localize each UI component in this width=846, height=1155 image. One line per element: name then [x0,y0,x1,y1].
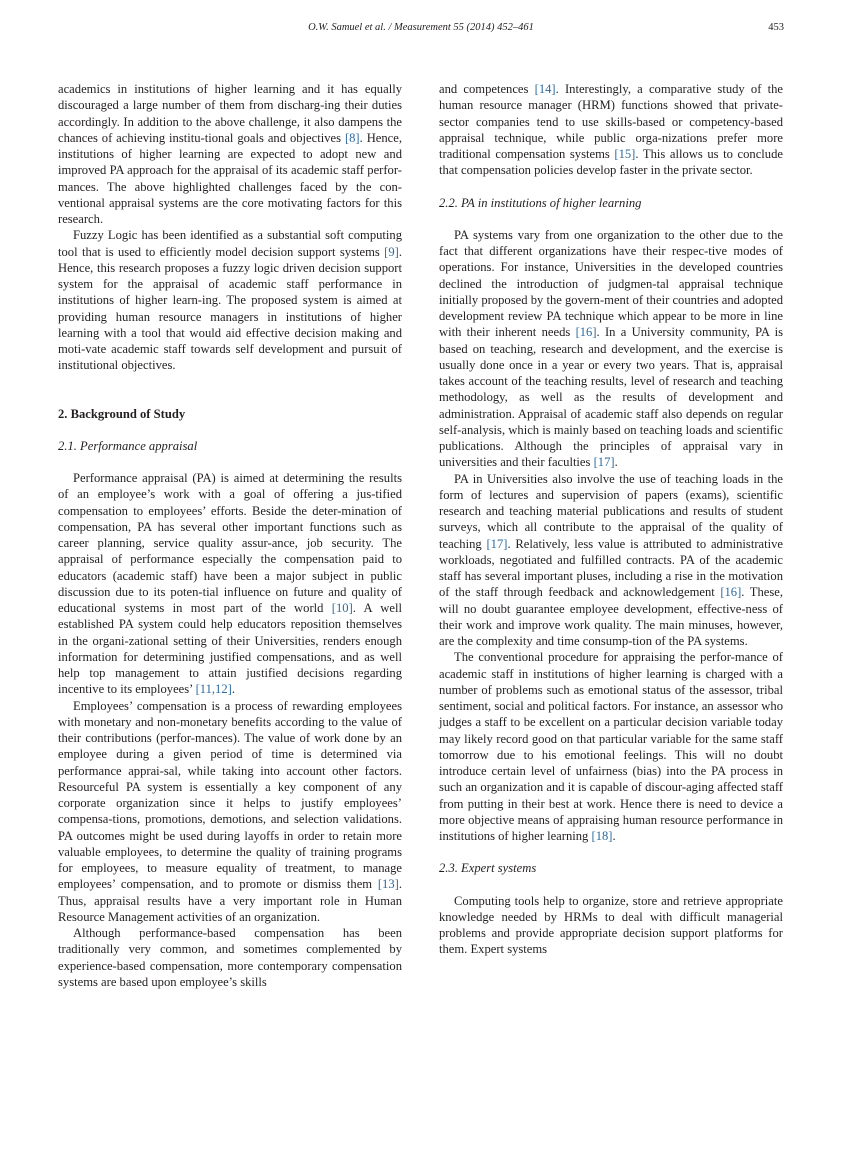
paragraph: Computing tools help to organize, store and retrieve appropriate knowledge needed by HRMs to deal with difficult managerial problems and provide appropriate decision support platforms for them. Expert systems [439,893,783,957]
paragraph: and competences [14]. Interestingly, a comparative study of the human resource manager (HRM) functions showed that private-sector companies tend to use skills-based or competency-based appraisal technique, while public orga-nizations prefer more traditional compensation systems [15]. This allows us to conclude that compensation policies develop faster in the private sector. [439,82,784,178]
section-heading: 2. Background of Study [58,406,186,421]
page-number: 453 [768,22,784,33]
citation-link[interactable]: [17] [486,536,508,551]
right-column [439,81,783,958]
running-title: O.W. Samuel et al. / Measurement 55 (2014) 452–461 [308,22,534,33]
citation-link[interactable]: [18] [591,829,613,843]
paragraph: Although performance-based compensation has been traditionally very common, and sometimes complemented by experience-based compensation, more contemporary compensation systems are based upon employee’s skills [58,926,402,989]
citation-link[interactable]: [17] [593,455,615,470]
citation-link[interactable]: [8] [344,130,360,145]
paragraph: The conventional procedure for appraising the perfor-mance of academic staff in institutions of higher learning is charged with a number of problems such as emotional status of the assessor, tribal sentiment, social and political factors. For instance, an assessor who judges a staff to be excellent on a particular decision variable today may likely record good on that particular variable for the same staff tomorrow due to his emotional feelings. This will no doubt introduce certain level of unfairness (bias) into the PA process in such an organization and it is capable of discour-aging affected staff from putting in their best at work. Hence there is need to device a more objective means of appraising human resource performance in institutions of higher learning [18]. [439,650,783,843]
citation-link[interactable]: [10] [331,601,353,615]
paragraph: academics in institutions of higher learning and it has equally discouraged a large number of them from discharg-ing their duties accordingly. In addition to the above challenge, it also dampens the chances of achieving institu-tional goals and objectives [8]. Hence, institutions of higher learning are expected to adopt new and improved PA approach for the appraisal of its academic staff perfor-mances. The above highlighted challenges faced by the con-ventional appraisal systems are the core motivating factors for this research. [58,82,403,226]
subsection-heading: 2.2. PA in institutions of higher learning [439,195,642,210]
paragraph: Fuzzy Logic has been identified as a substantial soft computing tool that is used to efficiently model decision support systems [9]. Hence, this research proposes a fuzzy logic driven decision support system for the appraisal of academic staff performance in institutions of higher learn-ing. The proposed system is aimed at providing human resource managers in institutions of higher learning with a tool that would aid effective decision making and moti-vate academic staff towards self development and pursuit of institutional objectives. [58,228,402,373]
subsection-heading: 2.3. Expert systems [439,861,537,876]
citation-link[interactable]: [16] [575,325,597,340]
paragraph: Performance appraisal (PA) is aimed at determining the results of an employee’s work with a goal of offering a jus-tified compensation to employees’ efforts. Beside the deter-mination of compensation, PA has several other important functions such as career planning, service quality assur-ance, job security. The appraisal of performance especially the compensation paid to educators (academic staff) have been a major subject in public discussion due to its poten-tial influence on future and quality of educational systems in most part of the world [10]. A well established PA system could help educators reposition themselves in the organi-zational setting of their Universities, renders enough information for determining justified compensations, and as well help top management to attain justified decisions regarding incentive to its employees’ [11,12]. [58,471,402,697]
citation-link[interactable]: [13] [377,877,399,892]
left-column [58,81,402,990]
citation-link[interactable]: [15] [614,147,636,161]
paragraph: Employees’ compensation is a process of rewarding employees with monetary and non-monetary benefits according to the value of their contributions (perfor-mances). The value of work done by an employee during a given period of time is determined via performance apprai-sal, while taking into account other factors. Resourceful PA system is essentially a key component of any corporate organization since it helps to justify employees’ compensa-tions, promotions, demotions, and selection validations. PA outcomes might be used during layoffs in order to retain more valuable employees, to determine the quality of training programs for employees, to measure equality of treatment, to manage employees’ compensation, and to promote or dismiss them [13]. Thus, appraisal results have a very important role in Human Resource Management activities of an organization. [58,698,402,924]
paragraph: PA systems vary from one organization to the other due to the fact that different organizations have their respec-tive modes of operations. For instance, Universities in the developed countries declined the introduction of judgmen-tal appraisal technique initially proposed by the govern-ment of their countries and adopted development review PA technique which appear to be more in line with their inherent needs [16]. In a University community, PA is based on teaching, research and development, and the exercise is usually done once in a year or every two years. That is, appraisal takes account of the teaching results, level of research and teaching methodology, as well as the results of development and administration. Appraisal of academic staff also depends on regular self-analysis, which is mainly based on teaching loads and scientific publications. Although the principles of appraisal vary in universities and their faculties [17]. [439,227,784,470]
citation-link[interactable]: [14] [534,82,556,96]
running-header [58,22,784,38]
citation-link[interactable]: [16] [720,585,742,600]
citation-link[interactable]: [9] [384,244,399,259]
citation-link[interactable]: [11,12] [195,682,232,697]
paragraph: PA in Universities also involve the use of teaching loads in the form of lectures and supervision of papers (exams), scientific research and teaching material publications and results of student surveys, which all contribute to the appraisal of the quality of teaching [17]. Relatively, less value is attributed to administrative workloads, negotiated and fulfilled contracts. PA of the academic staff has several important pluses, including a rise in the motivation of the staff through feedback and acknowledgement [16]. These, will no doubt guarantee employee development, effective-ness of their work and improve work quality. The main minuses, however, are the complexity and time consump-tion of the PA systems. [439,471,783,648]
subsection-heading: 2.1. Performance appraisal [58,438,198,453]
